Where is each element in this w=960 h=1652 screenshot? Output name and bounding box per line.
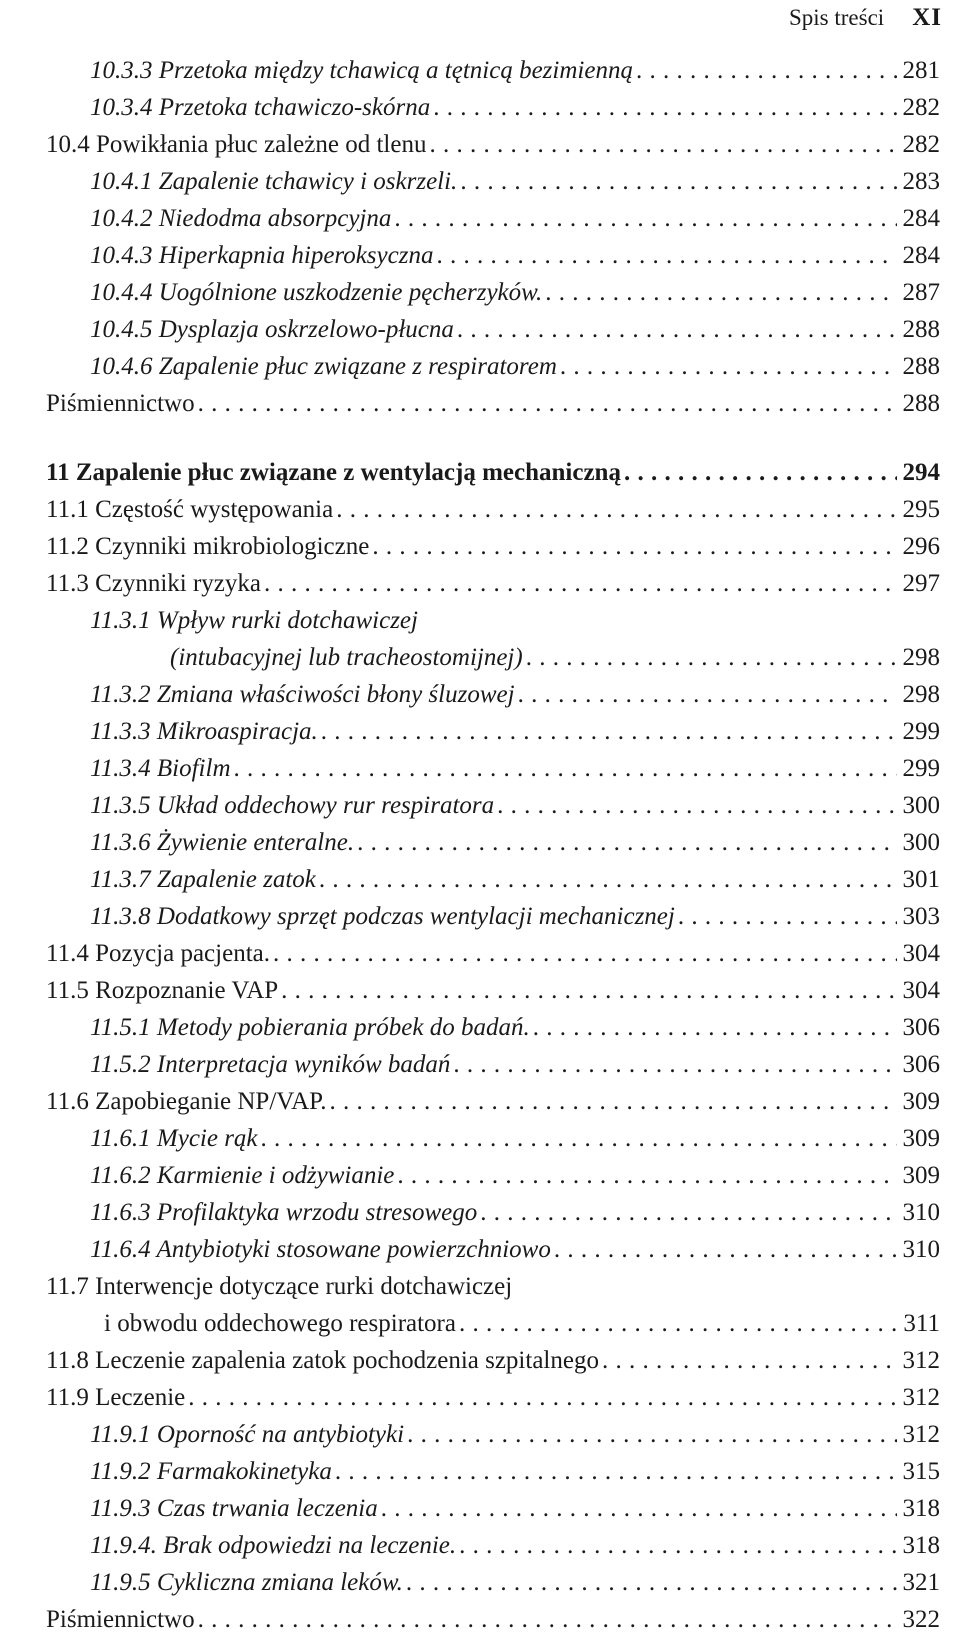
toc-dot-leader — [354, 824, 896, 861]
toc-entry-page-number: 300 — [902, 829, 940, 856]
toc-dot-leader — [231, 750, 897, 787]
toc-entry-title: 11.9.3 Czas trwania leczenia — [90, 1495, 378, 1522]
toc-dot-leader — [278, 972, 896, 1009]
toc-entry-page-number: 309 — [902, 1162, 940, 1189]
toc-dot-leader — [557, 348, 897, 385]
toc-entry[interactable] — [46, 861, 940, 898]
toc-entry-title: 11 Zapalenie płuc związane z wentylacją mechaniczną — [46, 459, 621, 486]
toc-entry-title: 11.3.1 Wpływ rurki dotchawiczej — [90, 607, 418, 634]
toc-entry[interactable] — [46, 1083, 940, 1120]
toc-entry-title: 11.3.4 Biofilm — [90, 755, 231, 782]
toc-entry-page-number: 304 — [902, 940, 940, 967]
toc-entry-title: 11.9.4. Brak odpowiedzi na leczenie. — [90, 1532, 457, 1559]
toc-entry-title: 11.5.1 Metody pobierania próbek do badań. — [90, 1014, 530, 1041]
toc-dot-leader — [542, 274, 896, 311]
toc-entry[interactable] — [46, 1527, 940, 1564]
toc-entry-page-number: 321 — [902, 1569, 940, 1596]
toc-entry-title: 11.3.3 Mikroaspiracja. — [90, 718, 318, 745]
toc-entry[interactable] — [46, 52, 940, 89]
toc-entry[interactable] — [46, 565, 940, 602]
toc-dot-leader — [530, 1009, 897, 1046]
toc-entry-page-number: 303 — [902, 903, 940, 930]
toc-entry-page-number: 284 — [902, 205, 940, 232]
toc-dot-leader — [494, 787, 896, 824]
toc-entry[interactable] — [46, 491, 940, 528]
toc-entry-title: 11.9.2 Farmakokinetyka — [90, 1458, 332, 1485]
toc-entry-title: 11.5 Rozpoznanie VAP — [46, 977, 279, 1004]
toc-entry-page-number: 309 — [902, 1088, 940, 1115]
toc-dot-leader — [378, 1490, 897, 1527]
toc-entry-title: 11.3.7 Zapalenie zatok — [90, 866, 316, 893]
toc-entry-page-number: 296 — [902, 533, 940, 560]
toc-entry-page-number: 315 — [902, 1458, 940, 1485]
toc-entry-page-number: 283 — [902, 168, 940, 195]
toc-spacer — [46, 422, 940, 454]
toc-entry-title: 11.3 Czynniki ryzyka — [46, 570, 262, 597]
toc-entry-page-number: 282 — [902, 131, 940, 158]
toc-entry-title: 11.9.5 Cykliczna zmiana leków. — [90, 1569, 403, 1596]
toc-dot-leader — [327, 1083, 897, 1120]
toc-entry-page-number: 301 — [902, 866, 940, 893]
toc-entry[interactable] — [46, 713, 940, 750]
toc-dot-leader — [450, 1046, 896, 1083]
toc-entry-page-number: 288 — [902, 353, 940, 380]
toc-dot-leader — [185, 1379, 896, 1416]
toc-entry[interactable] — [46, 1416, 940, 1453]
toc-entry-page-number: 312 — [902, 1384, 940, 1411]
toc-dot-leader — [456, 1527, 896, 1564]
toc-entry[interactable] — [46, 1009, 940, 1046]
toc-dot-leader — [599, 1342, 897, 1379]
toc-dot-leader — [258, 1120, 897, 1157]
toc-entry-page-number: 294 — [902, 459, 940, 486]
running-head — [789, 4, 942, 32]
toc-dot-leader — [477, 1194, 896, 1231]
toc-entry-title: 11.1 Częstość występowania — [46, 496, 334, 523]
toc-entry[interactable] — [46, 935, 940, 972]
toc-dot-leader — [430, 89, 896, 126]
toc-entry[interactable] — [46, 824, 940, 861]
toc-entry-page-number: 309 — [902, 1125, 940, 1152]
toc-entry[interactable] — [46, 972, 940, 1009]
toc-entry-title: 11.5.2 Interpretacja wyników badań — [90, 1051, 451, 1078]
toc-entry[interactable] — [46, 385, 940, 422]
toc-entry[interactable] — [46, 528, 940, 565]
toc-dot-leader — [633, 52, 897, 89]
running-head-page-number: XI — [912, 4, 942, 31]
toc-entry[interactable] — [46, 1601, 940, 1638]
toc-entry-page-number: 300 — [902, 792, 940, 819]
toc-entry-page-number: 306 — [902, 1051, 940, 1078]
toc-dot-leader — [270, 935, 897, 972]
toc-entry[interactable] — [46, 1379, 940, 1416]
toc-entry-page-number: 306 — [902, 1014, 940, 1041]
toc-entry-title: 10.3.4 Przetoka tchawiczo-skórna — [90, 94, 431, 121]
toc-entry-page-number: 312 — [902, 1347, 940, 1374]
toc-entry[interactable] — [46, 1305, 940, 1342]
toc-dot-leader — [195, 385, 897, 422]
toc-entry[interactable] — [46, 311, 940, 348]
toc-entry[interactable] — [46, 1342, 940, 1379]
toc-entry-page-number: 281 — [902, 57, 940, 84]
toc-entry-title: 10.3.3 Przetoka między tchawicą a tętnicą bezimienną — [90, 57, 633, 84]
toc-entry-page-number: 297 — [902, 570, 940, 597]
toc-entry[interactable] — [46, 200, 940, 237]
toc-entry-page-number: 311 — [903, 1310, 940, 1337]
toc-dot-leader — [261, 565, 896, 602]
toc-entry-page-number: 310 — [902, 1199, 940, 1226]
toc-dot-leader — [426, 126, 896, 163]
toc-entry[interactable] — [46, 1490, 940, 1527]
toc-entry-title: 11.3.2 Zmiana właściwości błony śluzowej — [90, 681, 515, 708]
toc-entry-title: 11.4 Pozycja pacjenta. — [46, 940, 270, 967]
toc-entry-title: Piśmiennictwo — [46, 1606, 195, 1633]
toc-entry[interactable] — [46, 639, 940, 676]
toc-entry-title: 11.6.2 Karmienie i odżywianie — [90, 1162, 395, 1189]
toc-entry-page-number: 318 — [902, 1532, 940, 1559]
toc-entry-title: 11.3.6 Żywienie enteralne. — [90, 829, 355, 856]
toc-entry[interactable] — [46, 1046, 940, 1083]
toc-dot-leader — [433, 237, 896, 274]
toc-dot-leader — [551, 1231, 897, 1268]
toc-entry-title: 10.4.3 Hiperkapnia hiperoksyczna — [90, 242, 434, 269]
toc-entry-page-number: 295 — [902, 496, 940, 523]
toc-entry-title: 11.6.1 Mycie rąk — [90, 1125, 258, 1152]
toc-entry-page-number: 287 — [902, 279, 940, 306]
toc-dot-leader — [675, 898, 897, 935]
toc-entry-page-number: 299 — [902, 755, 940, 782]
toc-entry-title: 11.8 Leczenie zapalenia zatok pochodzenia szpitalnego — [46, 1347, 599, 1374]
toc-entry[interactable] — [46, 274, 940, 311]
toc-dot-leader — [332, 1453, 897, 1490]
toc-entry[interactable] — [46, 1194, 940, 1231]
toc-entry-title: 10.4.4 Uogólnione uszkodzenie pęcherzyków. — [90, 279, 543, 306]
toc-entry[interactable] — [46, 237, 940, 274]
toc-entry[interactable] — [46, 750, 940, 787]
toc-dot-leader — [456, 1305, 897, 1342]
toc-entry-page-number: 282 — [902, 94, 940, 121]
toc-entry[interactable] — [46, 126, 940, 163]
toc-entry-title: 11.7 Interwencje dotyczące rurki dotchawiczej — [46, 1273, 513, 1300]
toc-entry[interactable] — [46, 89, 940, 126]
toc-entry[interactable] — [46, 676, 940, 713]
toc-entry-page-number: 310 — [902, 1236, 940, 1263]
toc-entry-title: 10.4.6 Zapalenie płuc związane z respiratorem — [90, 353, 557, 380]
toc-dot-leader — [404, 1416, 896, 1453]
toc-entry[interactable] — [46, 1453, 940, 1490]
toc-dot-leader — [523, 639, 897, 676]
toc-dot-leader — [403, 1564, 897, 1601]
toc-dot-leader — [195, 1601, 897, 1638]
toc-entry[interactable] — [46, 1231, 940, 1268]
toc-dot-leader — [316, 861, 897, 898]
toc-entry-title: 10.4.2 Niedodma absorpcyjna — [90, 205, 392, 232]
toc-entry[interactable] — [46, 1268, 940, 1305]
toc-entry-title: 11.9 Leczenie — [46, 1384, 186, 1411]
toc-entry-page-number: 322 — [902, 1606, 940, 1633]
toc-entry-page-number: 304 — [902, 977, 940, 1004]
toc-entry-title: 11.2 Czynniki mikrobiologiczne — [46, 533, 370, 560]
toc-dot-leader — [515, 676, 897, 713]
toc-entry-title: 11.6 Zapobieganie NP/VAP. — [46, 1088, 327, 1115]
toc-dot-leader — [369, 528, 896, 565]
toc-entry[interactable] — [46, 163, 940, 200]
toc-entry[interactable] — [46, 1120, 940, 1157]
toc-entry-title: Piśmiennictwo — [46, 390, 195, 417]
toc-dot-leader — [457, 163, 896, 200]
toc-entry-page-number: 288 — [902, 390, 940, 417]
toc-dot-leader — [318, 713, 897, 750]
toc-dot-leader — [333, 491, 896, 528]
toc-entry-title: 10.4.5 Dysplazja oskrzelowo-płucna — [90, 316, 454, 343]
toc-entry-title: 11.6.4 Antybiotyki stosowane powierzchniowo — [90, 1236, 551, 1263]
toc-entry[interactable] — [46, 348, 940, 385]
toc-entry-title: 11.3.8 Dodatkowy sprzęt podczas wentylacji mechanicznej — [90, 903, 675, 930]
toc-entry[interactable] — [46, 898, 940, 935]
toc-entry-title: (intubacyjnej lub tracheostomijnej) — [170, 644, 523, 671]
toc-entry-title: 10.4 Powikłania płuc zależne od tlenu — [46, 131, 427, 158]
toc-dot-leader — [391, 200, 896, 237]
toc-entry-title: 11.6.3 Profilaktyka wrzodu stresowego — [90, 1199, 478, 1226]
table-of-contents — [46, 52, 940, 1638]
toc-entry-title: 10.4.1 Zapalenie tchawicy i oskrzeli. — [90, 168, 458, 195]
toc-entry-page-number: 312 — [902, 1421, 940, 1448]
toc-dot-leader — [394, 1157, 896, 1194]
toc-entry-page-number: 288 — [902, 316, 940, 343]
toc-entry-page-number: 298 — [902, 644, 940, 671]
toc-entry-title: i obwodu oddechowego respiratora — [104, 1310, 456, 1337]
toc-entry-title: 11.3.5 Układ oddechowy rur respiratora — [90, 792, 495, 819]
toc-chapter-entry[interactable] — [46, 454, 940, 491]
toc-entry[interactable] — [46, 602, 940, 639]
toc-dot-leader — [454, 311, 897, 348]
toc-entry[interactable] — [46, 1157, 940, 1194]
toc-entry-page-number: 318 — [902, 1495, 940, 1522]
toc-entry-page-number: 299 — [902, 718, 940, 745]
toc-entry[interactable] — [46, 787, 940, 824]
toc-dot-leader — [621, 454, 897, 491]
toc-entry-page-number: 298 — [902, 681, 940, 708]
toc-entry[interactable] — [46, 1564, 940, 1601]
running-head-section: Spis treści — [789, 5, 885, 30]
toc-entry-title: 11.9.1 Oporność na antybiotyki — [90, 1421, 405, 1448]
toc-entry-page-number: 284 — [902, 242, 940, 269]
